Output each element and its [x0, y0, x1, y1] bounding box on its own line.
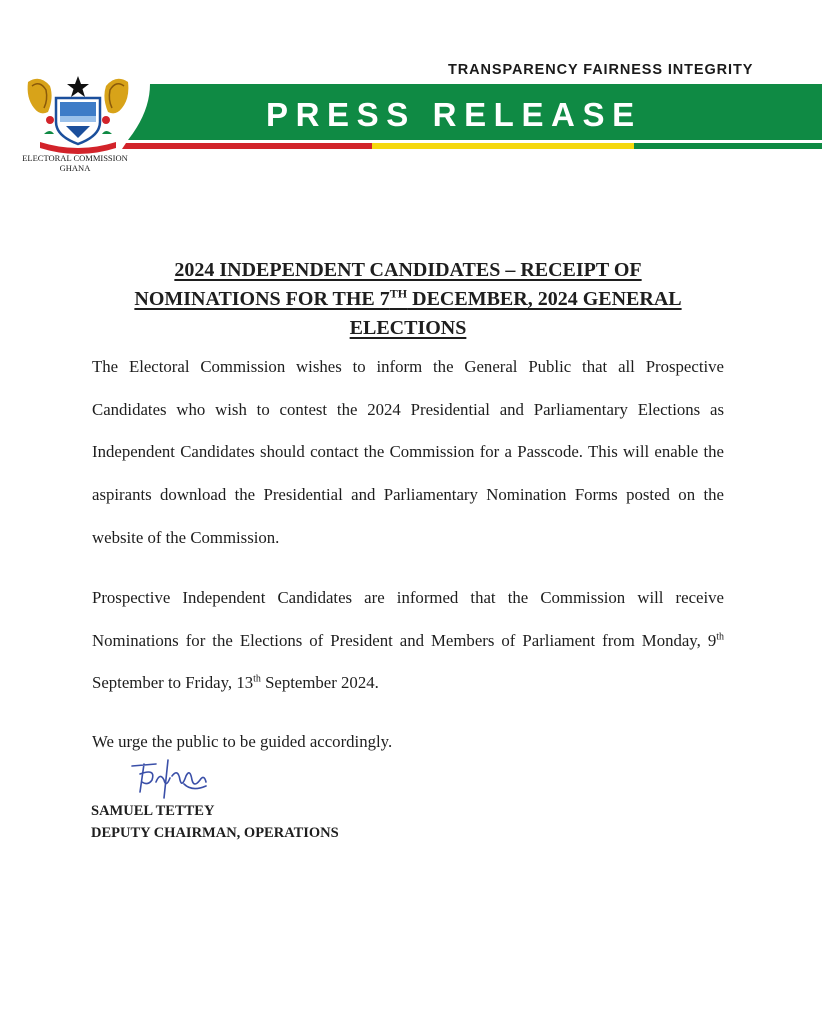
- paragraph2-part3: September 2024.: [260, 673, 379, 693]
- heading-line3: ELECTIONS: [349, 317, 467, 339]
- logo-caption-line2: GHANA: [59, 163, 91, 173]
- heading-line2-sup: TH: [389, 286, 408, 301]
- banner-green-stripe: [634, 143, 822, 149]
- paragraph2-part1: Prospective Independent Candidates are informed that the Commission will receive Nominations for the Elections of President and Members of Parliament from Monday, 9: [92, 588, 724, 650]
- banner-title: PRESS RELEASE: [266, 96, 642, 133]
- logo-caption: [10, 153, 140, 173]
- coat-of-arms-icon: [20, 72, 136, 156]
- banner-yellow-stripe: [372, 143, 634, 149]
- heading-line2-pre: NOMINATIONS FOR THE 7: [134, 288, 390, 310]
- banner-red-stripe: [122, 143, 372, 149]
- paragraph2-sup2: th: [253, 673, 261, 685]
- logo-caption-line1: ELECTORAL COMMISSION: [22, 153, 128, 163]
- body-paragraph-2: [92, 577, 724, 705]
- paragraph2-part2: September to Friday, 13: [92, 673, 254, 693]
- signatory-title: DEPUTY CHAIRMAN, OPERATIONS: [91, 825, 339, 841]
- heading-line2: [134, 288, 681, 310]
- signatory-block: [91, 800, 339, 844]
- heading-line1: 2024 INDEPENDENT CANDIDATES – RECEIPT OF: [174, 259, 642, 281]
- body-paragraph-1: The Electoral Commission wishes to inform the General Public that all Prospective Candidates who wish to contest the 2024 Presidential and Parliamentary Elections as Independent Candidates should contact the Commission for a Passcode. This will enable the aspirants download the Presidential and Parliamentary Nomination Forms posted on the website of the Commission.: [92, 357, 724, 547]
- paragraph2-sup1: th: [716, 631, 724, 643]
- handwritten-signature: [126, 754, 212, 800]
- heading-line2-post: DECEMBER, 2024 GENERAL: [407, 288, 682, 310]
- tagline: TRANSPARENCY FAIRNESS INTEGRITY: [448, 62, 754, 78]
- signatory-name: SAMUEL TETTEY: [91, 803, 215, 819]
- document-heading: [70, 256, 746, 343]
- body-paragraph-3: We urge the public to be guided accordingly.: [92, 732, 393, 751]
